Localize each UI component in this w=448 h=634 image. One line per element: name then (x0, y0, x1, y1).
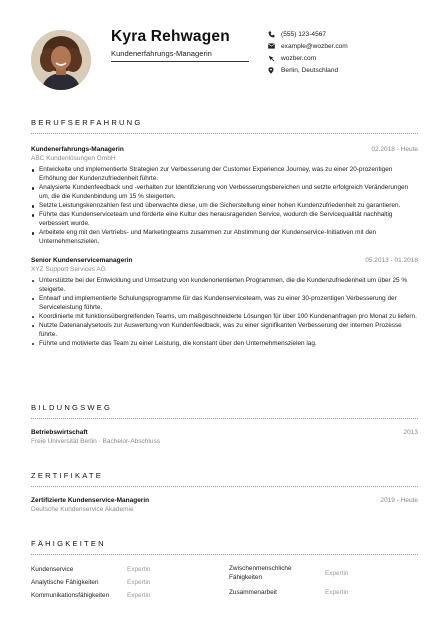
bullet-item: Unterstützte bei der Entwicklung und Umsetzung von kundenorientierten Programmen, die die Kundenzufriedenheit um über 25 % steigerte. (31, 277, 418, 295)
skill-name: Kundenservice (31, 566, 74, 573)
contact-location-text: Berlin, Deutschland (281, 67, 339, 75)
bullet-item: Setzte Leistungskennzahlen fest und überwachte diese, um die Sicherstellung einer hohen Kundenzufriedenheit zu garantieren. (31, 202, 418, 211)
education-section (31, 403, 418, 447)
skill-name: Analytische Fähigkeiten (31, 579, 99, 586)
skill-name: Zusammenarbeit (229, 589, 277, 596)
job-company: ABC Kundenlösungen GmbH (31, 155, 116, 162)
certificate-entry (31, 497, 418, 515)
contact-phone (268, 28, 348, 40)
section-title-experience: BERUFSERFAHRUNG (31, 118, 143, 127)
job-entry (31, 146, 418, 247)
mail-icon (268, 43, 281, 49)
job-date: 05.2013 - 01.2018 (365, 256, 418, 264)
bullet-item: Arbeitete eng mit den Vertriebs- und Marketingteams zusammen zur Abstimmung der Kundenservice-Initiativen mit den Unternehmenszielen. (31, 229, 418, 247)
section-title-education: BILDUNGSWEG (31, 403, 113, 412)
job-bullets (31, 277, 418, 349)
certificates-section (31, 471, 418, 515)
contact-email[interactable] (268, 40, 348, 52)
education-institution: Freie Universität Berlin · Bachelor-Abschluss (31, 438, 160, 445)
section-divider (31, 133, 418, 134)
resume-header (0, 0, 448, 112)
skill-level: Expertin (127, 566, 151, 573)
education-degree: Betriebswirtschaft (31, 429, 88, 436)
job-company: XYZ Support Services AG (31, 265, 106, 273)
bullet-item: Koordinierte mit funktionsübergreifenden Teams, um maßgeschneiderte Lösungen für über 100 Kundenanfragen pro Monat zu liefern. (31, 313, 418, 322)
bullet-item: Nutzte Datenanalysetools zur Auswertung von Kundenfeedback, was zu einer signifikanten Verbesserung der internen Prozesse führte. (31, 322, 418, 340)
certificate-date: 2019 - Heute (380, 497, 418, 504)
skill-level: Expertin (325, 570, 349, 577)
title-underline (111, 61, 249, 62)
section-divider (31, 486, 418, 487)
candidate-title: Kundenerfahrungs-Managerin (111, 49, 212, 58)
education-header (31, 429, 418, 438)
skill-name: Zwischenmenschliche Fähigkeiten (229, 565, 292, 581)
bullet-item: Entwarf und implementierte Schulungsprogramme für das Kundenserviceteam, was zu einer 30-prozentigen Verbesserung der Serviceleistung führte. (31, 295, 418, 313)
skill-name: Kommunikationsfähigkeiten (31, 592, 110, 599)
job-entry (31, 257, 418, 349)
job-role: Kundenerfahrungs-Managerin (31, 146, 124, 153)
job-date: 02.2018 - Heute (371, 146, 418, 153)
section-divider (31, 554, 418, 555)
experience-section (31, 118, 418, 349)
job-header (31, 146, 418, 155)
education-date: 2013 (403, 429, 418, 436)
skills-grid (31, 563, 418, 603)
avatar (31, 30, 91, 90)
contact-website-text: wozber.com (281, 54, 317, 62)
contact-list (268, 28, 348, 77)
contact-location (268, 65, 348, 77)
certificate-header (31, 497, 418, 506)
skill-level: Expertin (127, 579, 151, 586)
bullet-item: Entwickelte und implementierte Strategien zur Verbesserung der Customer Experience Journey, was zu einer 20-prozentigen Erhöhung der Kundenzufriedenheit führte. (31, 166, 418, 184)
bullet-item: Analysierte Kundenfeedback und -verhalten zur Identifizierung von Verbesserungsbereichen und setzte erfolgreich Veränderungen um, die die Kundenbindung um 15 % steigerten. (31, 184, 418, 202)
education-entry (31, 429, 418, 447)
phone-icon (268, 31, 281, 38)
contact-website[interactable] (268, 52, 348, 64)
link-icon (268, 55, 281, 62)
contact-email-text: example@wozber.com (281, 42, 348, 50)
bullet-item: Führte und motivierte das Team zu einer Leistung, die konstant über den Unternehmenszielen lag. (31, 340, 418, 349)
certificate-name: Zertifizierte Kundenservice-Managerin (31, 497, 150, 504)
job-role: Senior Kundenservicemanagerin (31, 256, 133, 264)
section-title-skills: FÄHIGKEITEN (31, 539, 106, 548)
job-bullets (31, 166, 418, 247)
section-divider (31, 418, 418, 419)
certificate-issuer: Deutsche Kundenservice Akademie (31, 506, 134, 513)
skills-section (31, 539, 418, 603)
contact-phone-text: (555) 123-4567 (281, 30, 327, 38)
section-title-certificates: ZERTIFIKATE (31, 471, 104, 480)
location-icon (268, 67, 281, 74)
candidate-name: Kyra Rehwagen (111, 28, 230, 45)
skill-level: Expertin (127, 592, 151, 599)
job-header (31, 257, 418, 266)
bullet-item: Führte das Kundenserviceteam und förderte eine Kultur des herausragenden Service, wodurch die Servicequalität nachhaltig verbessert wurde. (31, 211, 418, 229)
skill-level: Expertin (325, 589, 349, 596)
